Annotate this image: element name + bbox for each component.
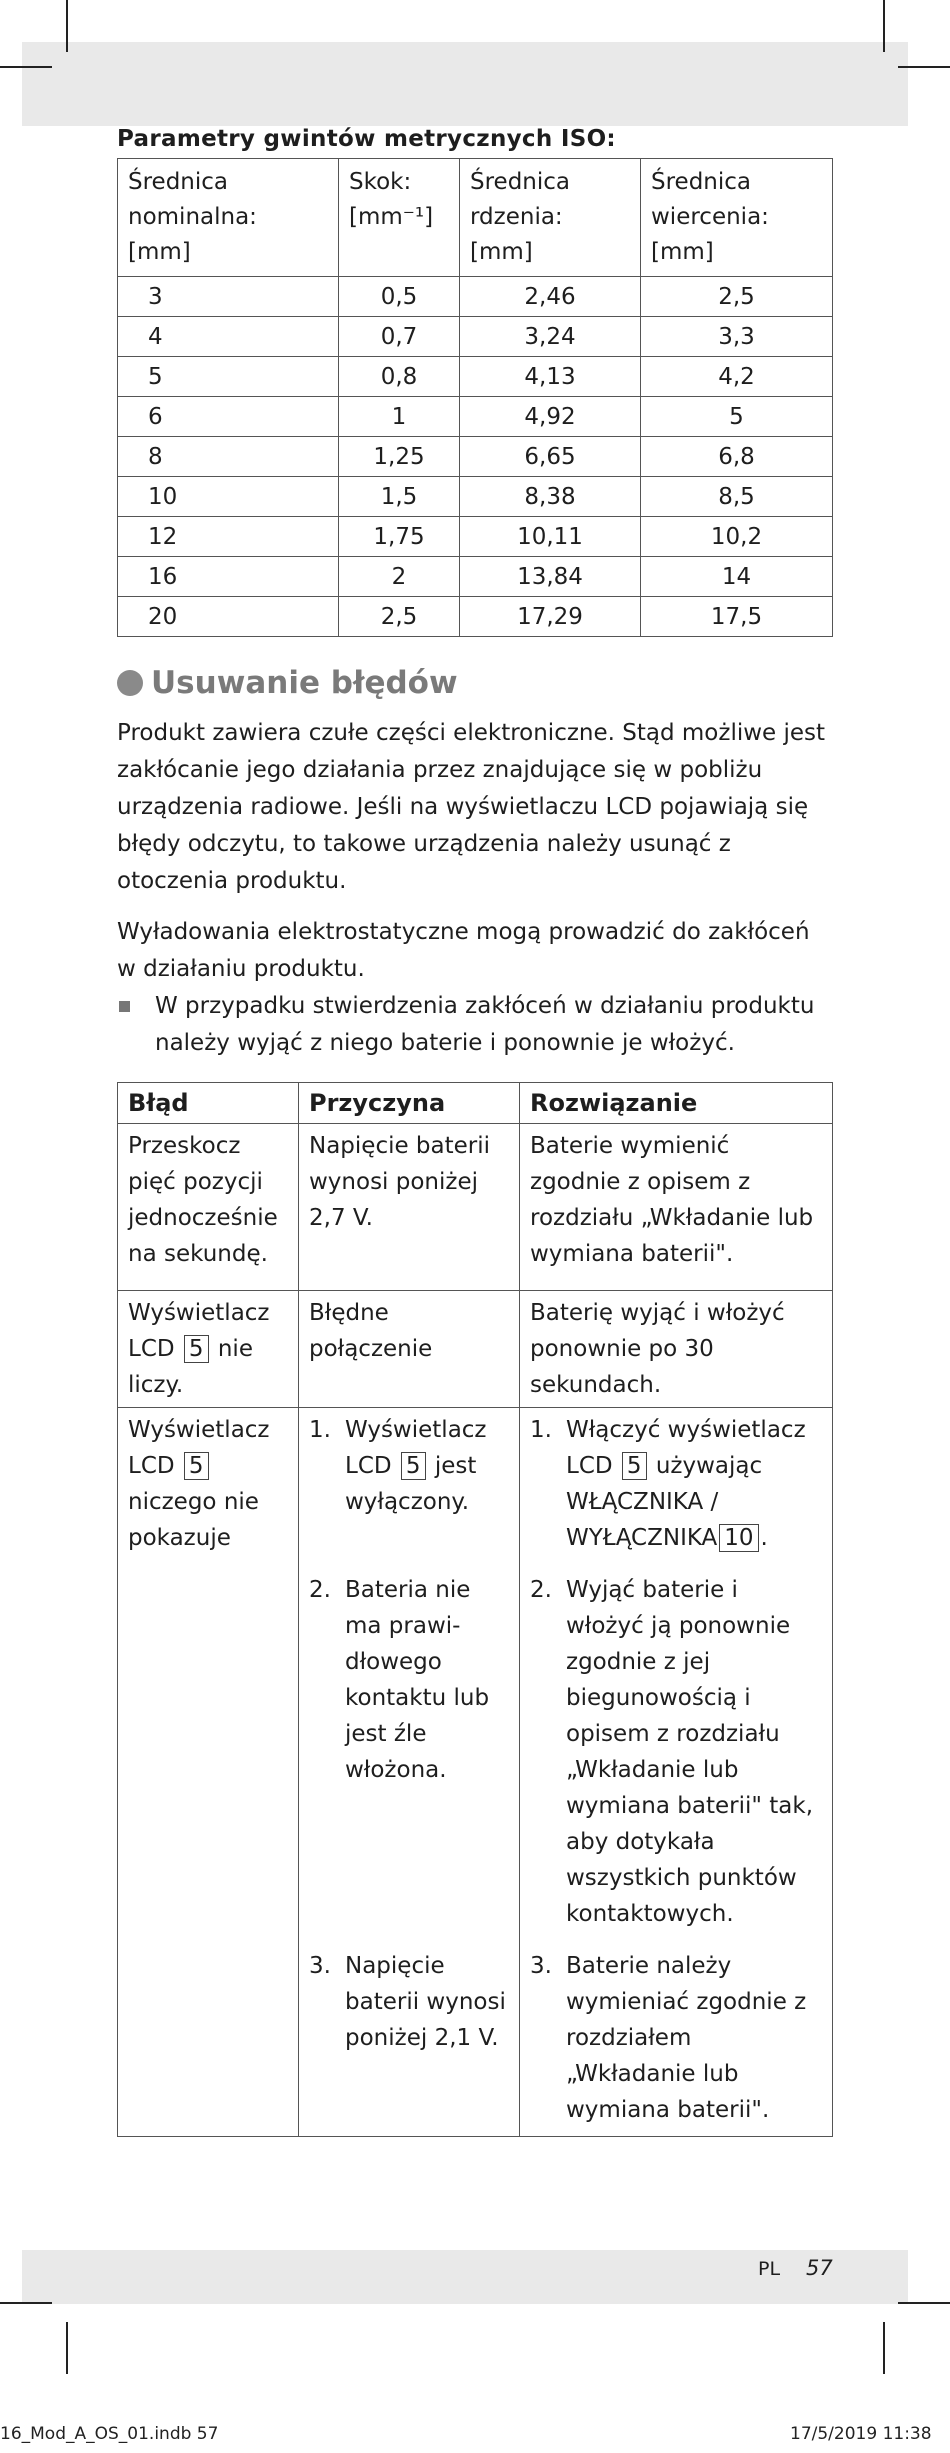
table-cell: 16	[118, 557, 339, 597]
table-cell: 20	[118, 597, 339, 637]
table-cell: 14	[641, 557, 833, 597]
header-text: Średnica	[128, 169, 229, 195]
footer-language: PL	[758, 2258, 781, 2280]
reference-number: 5	[401, 1452, 426, 1480]
table-cell: 1	[339, 397, 460, 437]
error-text: nie liczy.	[128, 1336, 253, 1398]
item-number: 3.	[530, 1953, 552, 1979]
table-cell: 3,24	[460, 317, 641, 357]
table-row	[118, 1408, 833, 1561]
table-cell: 2,5	[641, 277, 833, 317]
table-cell: 4,13	[460, 357, 641, 397]
crop-mark	[66, 0, 68, 52]
thread-params-table	[117, 158, 833, 637]
table-header-row	[118, 159, 833, 277]
item-number: 2.	[309, 1577, 331, 1603]
note-list	[117, 988, 833, 1062]
paragraph: Produkt zawiera czułe części elektroniczne. Stąd możliwe jest zakłócanie jego działania przez znajdujące się w pobliżu urządzenia radiowe. Jeśli na wyświetlaczu LCD pojawiają się błędy odczytu, to takowe urządzenia należy usunąć z otoczenia produktu.	[117, 720, 826, 894]
note-item	[117, 988, 833, 1062]
table-row	[118, 397, 833, 437]
table-cell: 4,92	[460, 397, 641, 437]
crop-mark	[898, 2302, 950, 2304]
solution-cell: Baterie wymienić zgodnie z opisem z rozdziału „Wkładanie lub wymiana baterii".	[520, 1124, 833, 1291]
table-row	[118, 357, 833, 397]
error-cell: Przeskocz pięć pozycji jednocześnie na sekundę.	[118, 1124, 299, 1291]
table-cell: 6,65	[460, 437, 641, 477]
table-cell: 8	[118, 437, 339, 477]
crop-mark	[883, 0, 885, 52]
table-cell: 10	[118, 477, 339, 517]
header-text: [mm]	[470, 239, 533, 265]
solution-text: Wyjąć baterie i włożyć ją ponownie zgodnie z jej biegunowością i opisem z rozdziału „Wkładanie lub wymiana baterii" tak, aby dotykała wszystkich punktów kontaktowych.	[566, 1577, 814, 1927]
crop-mark	[0, 66, 52, 68]
header-band	[22, 42, 908, 126]
header-pitch	[339, 159, 460, 277]
reference-number: 5	[184, 1452, 209, 1480]
table-row	[118, 1124, 833, 1291]
reference-number: 10	[719, 1524, 758, 1552]
table-cell: 4,2	[641, 357, 833, 397]
page-content	[117, 120, 833, 2137]
header-drill-diameter	[641, 159, 833, 277]
error-text: Wyświetlacz LCD	[128, 1417, 270, 1479]
header-text: wiercenia:	[651, 204, 769, 230]
error-cell	[118, 1291, 299, 1408]
cause-text: Napięcie baterii wynosi poniżej 2,1 V.	[345, 1953, 506, 2051]
header-text: [mm]	[651, 239, 714, 265]
cause-cell: Napięcie baterii wynosi poniżej 2,7 V.	[299, 1124, 520, 1291]
table-cell: 0,8	[339, 357, 460, 397]
header-error: Błąd	[118, 1083, 299, 1124]
table-cell: 12	[118, 517, 339, 557]
header-text: [mm⁻¹]	[349, 204, 434, 230]
error-text: niczego nie pokazuje	[128, 1489, 259, 1551]
table-cell: 13,84	[460, 557, 641, 597]
solution-cell	[520, 1936, 833, 2137]
table-cell: 3,3	[641, 317, 833, 357]
section-heading-text: Usuwanie błędów	[151, 665, 458, 701]
cause-cell	[299, 1408, 520, 1561]
table-row	[118, 557, 833, 597]
reference-number: 5	[184, 1335, 209, 1363]
reference-number: 5	[622, 1452, 647, 1480]
table-cell: 10,2	[641, 517, 833, 557]
solution-text: Baterie należy wymieniać zgodnie z rozdziałem „Wkładanie lub wymiana baterii".	[566, 1953, 807, 2123]
solution-cell	[520, 1408, 833, 1561]
crop-mark	[0, 2302, 52, 2304]
table-row	[118, 517, 833, 557]
header-text: rdzenia:	[470, 204, 563, 230]
table-row	[118, 317, 833, 357]
table-cell: 3	[118, 277, 339, 317]
header-text: [mm]	[128, 239, 191, 265]
error-text: Wyświetlacz LCD	[128, 1300, 270, 1362]
cause-cell: Błędne połączenie	[299, 1291, 520, 1408]
solution-text: Włączyć wyświetlacz LCD	[566, 1417, 806, 1479]
table-cell: 6,8	[641, 437, 833, 477]
table-cell: 17,5	[641, 597, 833, 637]
table-cell: 0,7	[339, 317, 460, 357]
table-cell: 10,11	[460, 517, 641, 557]
item-number: 1.	[309, 1417, 331, 1443]
table-row	[118, 597, 833, 637]
page-number: 57	[806, 2256, 833, 2280]
table-cell: 1,5	[339, 477, 460, 517]
error-cell	[118, 1408, 299, 2137]
params-title: Parametry gwintów metrycznych ISO:	[117, 126, 616, 152]
print-slug-date: 17/5/2019 11:38	[790, 2424, 932, 2444]
header-nominal-diameter	[118, 159, 339, 277]
table-row	[118, 437, 833, 477]
header-solution: Rozwiązanie	[520, 1083, 833, 1124]
table-row	[118, 277, 833, 317]
solution-text: .	[760, 1525, 768, 1551]
table-cell: 0,5	[339, 277, 460, 317]
table-cell: 4	[118, 317, 339, 357]
cause-text: jest wyłączony.	[345, 1453, 477, 1515]
table-cell: 6	[118, 397, 339, 437]
header-cause: Przyczyna	[299, 1083, 520, 1124]
header-text: Średnica	[651, 169, 752, 195]
table-cell: 17,29	[460, 597, 641, 637]
troubleshooting-table	[117, 1082, 833, 2137]
solution-cell: Baterię wyjąć i włożyć ponownie po 30 sekundach.	[520, 1291, 833, 1408]
solution-text: używając WŁĄCZNIKA / WYŁĄCZNIKA	[566, 1453, 763, 1551]
header-text: Średnica	[470, 169, 571, 195]
header-text: nominalna:	[128, 204, 257, 230]
table-cell: 8,38	[460, 477, 641, 517]
cause-text: Bateria nie ma prawi-dłowego kontaktu lub jest źle włożona.	[345, 1577, 490, 1783]
table-cell: 5	[641, 397, 833, 437]
table-row	[118, 477, 833, 517]
table-header-row	[118, 1083, 833, 1124]
table-row	[118, 1291, 833, 1408]
table-cell: 8,5	[641, 477, 833, 517]
bullet-dot-icon	[117, 670, 143, 696]
section-heading	[117, 665, 833, 701]
table-body	[118, 277, 833, 637]
item-number: 3.	[309, 1953, 331, 1979]
header-text: Skok:	[349, 169, 412, 195]
table-cell: 2	[339, 557, 460, 597]
note-text: W przypadku stwierdzenia zakłóceń w działaniu produktu należy wyjąć z niego baterie i ponownie je włożyć.	[155, 993, 815, 1056]
table-cell: 2,5	[339, 597, 460, 637]
print-slug-file: 16_Mod_A_OS_01.indb 57	[0, 2424, 219, 2444]
cause-cell	[299, 1560, 520, 1936]
table-cell: 2,46	[460, 277, 641, 317]
crop-mark	[898, 66, 950, 68]
crop-mark	[66, 2322, 68, 2374]
header-core-diameter	[460, 159, 641, 277]
crop-mark	[883, 2322, 885, 2374]
table-cell: 5	[118, 357, 339, 397]
cause-text: Wyświetlacz LCD	[345, 1417, 487, 1479]
item-number: 2.	[530, 1577, 552, 1603]
table-cell: 1,75	[339, 517, 460, 557]
paragraph: Wyładowania elektrostatyczne mogą prowadzić do zakłóceń w działaniu produktu.	[117, 919, 810, 982]
table-cell: 1,25	[339, 437, 460, 477]
item-number: 1.	[530, 1417, 552, 1443]
solution-cell	[520, 1560, 833, 1936]
cause-cell	[299, 1936, 520, 2137]
square-bullet-icon	[119, 1001, 130, 1012]
